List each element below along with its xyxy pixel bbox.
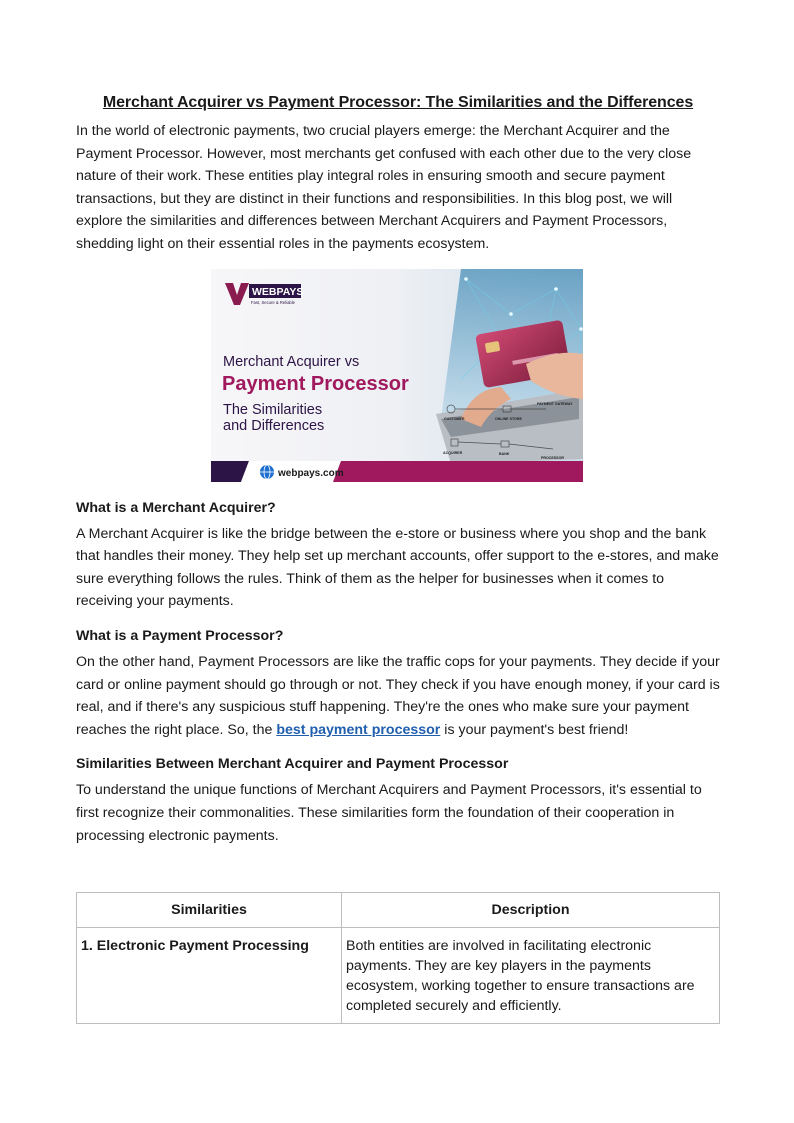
banner-website: webpays.com <box>278 467 344 479</box>
table-header-row <box>77 893 720 928</box>
section-heading-processor: What is a Payment Processor? <box>76 627 284 644</box>
banner-line-3: The Similarities <box>223 401 323 418</box>
intro-paragraph: In the world of electronic payments, two crucial players emerge: the Merchant Acquirer and the Payment Processor. However, most merchants get confused with each other due to the very close nature of their work. These entities play integral roles in ensuring smooth and secure payment transactions, but they are distinct in their functions and responsibilities. In this blog post, we will explore the similarities and differences between Merchant Acquirers and Payment Processors, shedding light on their essential roles in the payments ecosystem. <box>76 123 692 252</box>
globe-icon <box>260 465 274 479</box>
diagram-label-bank: BANK <box>499 451 510 456</box>
table-row <box>77 928 720 1024</box>
banner-line-4: and Differences <box>223 417 325 434</box>
table-header-similarities: Similarities <box>77 893 342 928</box>
table-cell-description: Both entities are involved in facilitating electronic payments. They are key players in the payments ecosystem, working together to ensure transactions are completed securely and efficiently. <box>342 928 720 1024</box>
diagram-label-processor: PROCESSOR <box>541 455 564 460</box>
banner-line-2: Payment Processor <box>222 372 409 395</box>
best-payment-processor-link[interactable]: best payment processor <box>276 721 441 738</box>
similarities-table <box>76 892 720 1024</box>
processor-text-after: is your payment's best friend! <box>440 721 629 738</box>
banner-line-1: Merchant Acquirer vs <box>223 353 360 370</box>
processor-text-before: On the other hand, Payment Processors are like the traffic cops for your payments. They decide if your card or online payment should go through or not. They check if you have enough money, if your card is real, and if there's any suspicious stuff happening. They're the ones who make sure your payment reaches the right place. So, the <box>76 653 720 738</box>
logo-tagline: Fast, Secure & Reliable <box>251 299 295 305</box>
article <box>76 92 720 1024</box>
diagram-label-online-store: ONLINE STORE <box>495 416 522 421</box>
section-heading-similarities: Similarities Between Merchant Acquirer and Payment Processor <box>76 756 509 773</box>
table-cell-similarity: 1. Electronic Payment Processing <box>77 928 342 1024</box>
acquirer-paragraph: A Merchant Acquirer is like the bridge between the e-store or business where you shop and the bank that handles their money. They help set up merchant accounts, offer support to the e-stores, and make sure everything follows the rules. Think of them as the helper for businesses when it comes to receiving your payments. <box>76 525 719 610</box>
diagram-label-gateway: PAYMENT GATEWAY <box>537 401 573 406</box>
logo-text: WEBPAYS <box>252 285 304 298</box>
diagram-label-customer: CUSTOMER <box>444 416 465 421</box>
section-heading-acquirer: What is a Merchant Acquirer? <box>76 499 276 516</box>
processor-paragraph <box>76 651 720 741</box>
diagram-label-acquirer: ACQUIRER <box>443 450 463 455</box>
table-header-description: Description <box>342 893 720 928</box>
similarities-paragraph: To understand the unique functions of Merchant Acquirers and Payment Processors, it's essential to first recognize their commonalities. These similarities form the foundation of their cooperation in processing electronic payments. <box>76 782 702 844</box>
article-title: Merchant Acquirer vs Payment Processor: The Similarities and the Differences <box>102 94 694 111</box>
banner-image <box>211 269 583 482</box>
